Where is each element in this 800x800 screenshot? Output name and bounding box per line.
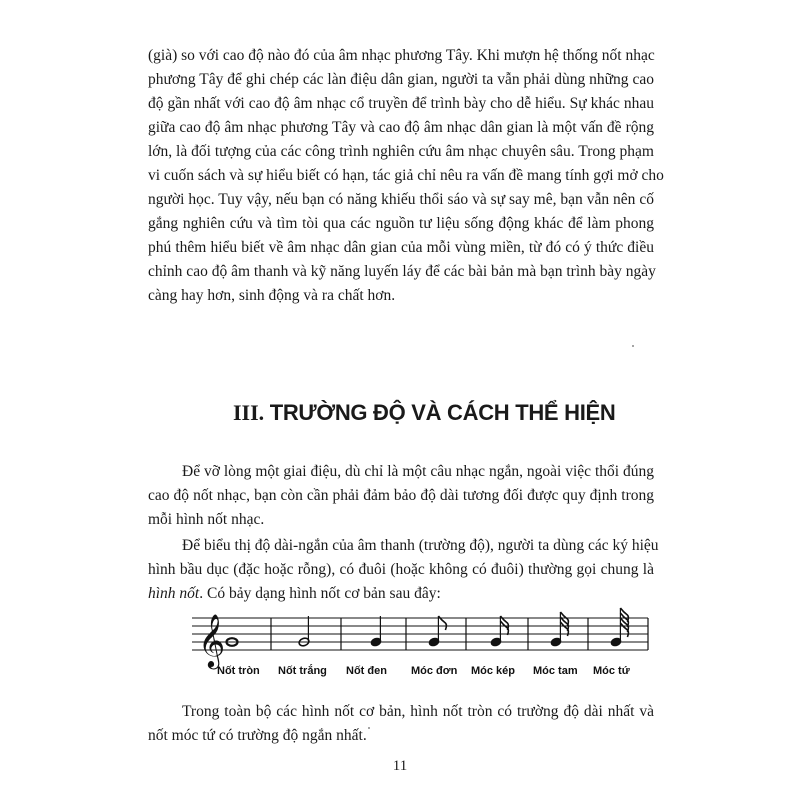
- note-label: Móc kép: [471, 665, 516, 677]
- page-number: 11: [392, 758, 408, 774]
- treble-clef-icon: [198, 613, 225, 669]
- section-number: III.: [233, 400, 265, 425]
- note-figure: [370, 616, 382, 647]
- text-line: (già) so với cao độ nào đó của âm nhạc phương Tây. Khi mượn hệ thống nốt nhạc: [148, 47, 655, 64]
- text-line: giữa cao độ âm nhạc phương Tây và cao độ âm nhạc dân gian là một vấn đề rộng: [148, 119, 654, 136]
- text-line: Để biểu thị độ dài-ngắn của âm thanh (trường độ), người ta dùng các ký hiệu: [182, 537, 659, 554]
- text-line: Để vỡ lòng một giai điệu, dù chỉ là một câu nhạc ngắn, ngoài việc thổi đúng: [182, 463, 654, 480]
- text-line: [148, 582, 654, 606]
- note-label: Móc đơn: [411, 665, 458, 677]
- text-line: hình bầu dục (đặc hoặc rỗng), có đuôi (hoặc không có đuôi) thường gọi chung là: [148, 561, 654, 578]
- text-line: càng hay hơn, sinh động và ra chất hơn.: [148, 287, 396, 304]
- text-line: chỉnh cao độ âm thanh và kỹ năng luyến láy để các bài bản mà bạn trình bày ngày: [148, 263, 656, 280]
- text-line: phú thêm hiểu biết về âm nhạc dân gian của mỗi vùng miền, từ đó có ý thức điều: [148, 239, 654, 256]
- paragraph-2: [148, 460, 654, 532]
- text-line: vi cuốn sách và sự hiểu biết có hạn, tác giả chỉ nêu ra vấn đề mang tính gợi mở cho: [148, 167, 664, 184]
- section-heading: [233, 398, 615, 428]
- text-line: mỗi hình nốt nhạc.: [148, 511, 265, 528]
- note-label: Nốt đen: [346, 665, 387, 677]
- note-label: Móc tứ: [593, 665, 630, 677]
- staff-lines: [192, 618, 648, 650]
- text-line: lớn, là đối tượng của các công trình nghiên cứu âm nhạc chuyên sâu. Trong phạm: [148, 143, 654, 160]
- paragraph-4: [148, 700, 654, 748]
- text-line: cao độ nốt nhạc, bạn còn cần phải đảm bảo độ dài tương đối được quy định trong: [148, 487, 654, 504]
- section-title: TRƯỜNG ĐỘ VÀ CÁCH THỂ HIỆN: [269, 400, 616, 425]
- note-label: Nốt tròn: [217, 665, 260, 677]
- text-line: Trong toàn bộ các hình nốt cơ bản, hình nốt tròn có trường độ dài nhất và: [182, 703, 654, 720]
- treble-clef-glyph: 𝄞: [198, 613, 226, 667]
- note-figures-staff: [190, 604, 650, 684]
- text-fragment: . Có bảy dạng hình nốt cơ bản sau đây:: [199, 585, 441, 602]
- scan-speck: [368, 727, 370, 729]
- italic-term: hình nốt: [148, 585, 200, 602]
- paragraph-3: [148, 534, 659, 606]
- text-line: người học. Tuy vậy, nếu bạn có năng khiếu thổi sáo và sự say mê, bạn vẫn nên cố: [148, 191, 654, 208]
- note-figure: [610, 608, 628, 647]
- text-line: nốt móc tứ có trường độ ngắn nhất.: [148, 727, 367, 744]
- note-labels: [217, 664, 630, 677]
- text-line: gắng nghiên cứu và tìm tòi qua các nguồn tư liệu sống động khác để làm phong: [148, 215, 654, 232]
- notes-group: [227, 608, 629, 647]
- scan-speck: [632, 345, 634, 347]
- top-paragraph: [148, 44, 664, 308]
- text-line: độ gần nhất với cao độ âm nhạc cổ truyền để trình bày cho dễ hiểu. Sự khác nhau: [148, 95, 654, 112]
- note-label: Móc tam: [533, 665, 578, 677]
- text-line: phương Tây để ghi chép các làn điệu dân gian, người ta vẫn phải dùng những cao: [148, 71, 654, 88]
- note-label: Nốt trắng: [278, 665, 327, 677]
